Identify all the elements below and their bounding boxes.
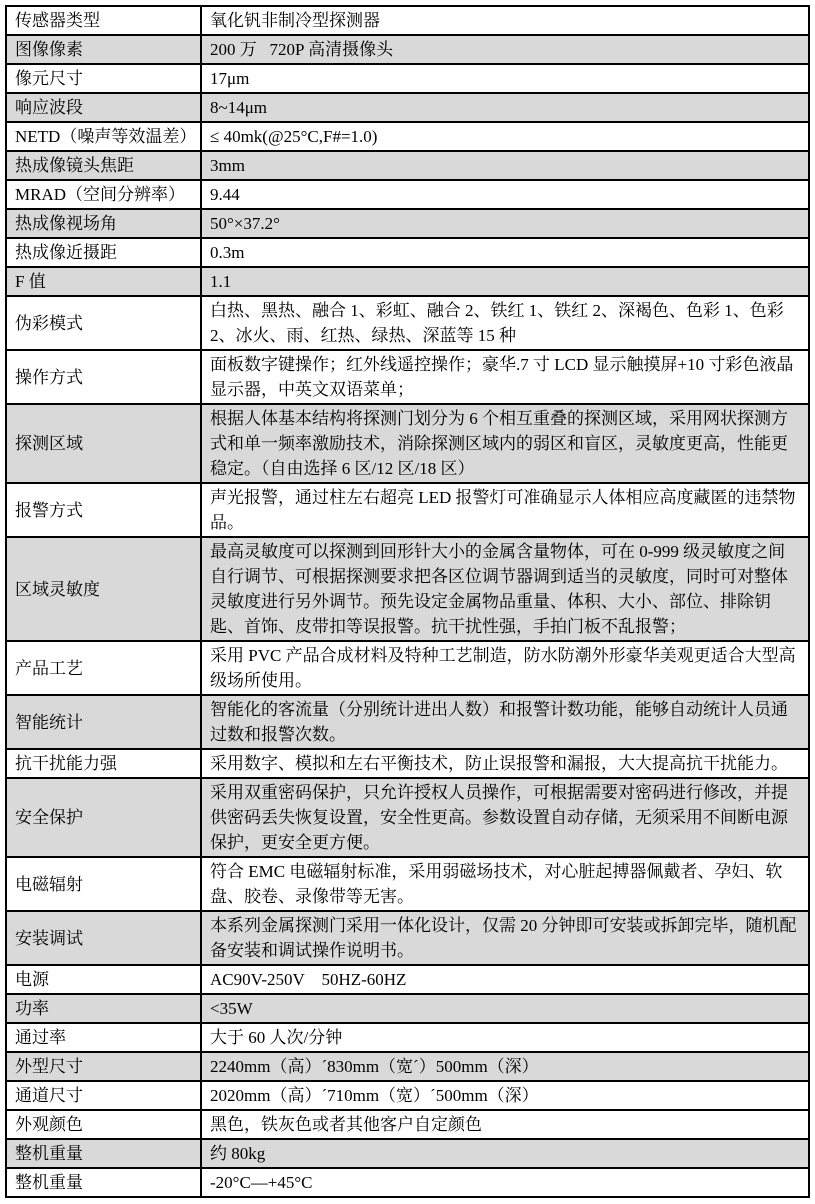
spec-label: 传感器类型 [6,6,201,35]
table-row [6,296,809,350]
spec-value: 50°×37.2° [201,209,809,238]
spec-label: 响应波段 [6,93,201,122]
spec-label: 通道尺寸 [6,1081,201,1110]
table-row [6,6,809,35]
table-row [6,180,809,209]
table-row [6,209,809,238]
table-row [6,122,809,151]
spec-label: NETD（噪声等效温差） [6,122,201,151]
spec-value: 白热、黑热、融合 1、彩虹、融合 2、铁红 1、铁红 2、深褐色、色彩 1、色彩 2、冰火、雨、红热、绿热、深蓝等 15 种 [201,296,809,350]
table-row [6,1052,809,1081]
table-row [6,857,809,911]
table-row [6,350,809,404]
spec-value: 采用数字、模拟和左右平衡技术，防止误报警和漏报，大大提高抗干扰能力。 [201,749,809,778]
spec-label: 产品工艺 [6,641,201,695]
spec-value: <35W [201,994,809,1023]
table-row [6,641,809,695]
spec-value: -20°C—+45°C [201,1168,809,1197]
spec-value: 9.44 [201,180,809,209]
spec-label: 整机重量 [6,1139,201,1168]
table-row [6,1081,809,1110]
spec-label: 抗干扰能力强 [6,749,201,778]
spec-table-body [6,6,809,1197]
spec-table [5,5,810,1198]
spec-value: 2020mm（高）´710mm（宽）´500mm（深） [201,1081,809,1110]
spec-value: 2240mm（高）´830mm（宽´）500mm（深） [201,1052,809,1081]
spec-value: 根据人体基本结构将探测门划分为 6 个相互重叠的探测区域，采用网状探测方式和单一频率激励技术，消除探测区域内的弱区和盲区，灵敏度更高，性能更稳定。（自由选择 6 区/12 区/18 区） [201,404,809,483]
spec-label: 热成像视场角 [6,209,201,238]
spec-value: 200 万 720P 高清摄像头 [201,35,809,64]
table-row [6,93,809,122]
table-row [6,1139,809,1168]
spec-value: 符合 EMC 电磁辐射标准，采用弱磁场技术，对心脏起搏器佩戴者、孕妇、软盘、胶卷、录像带等无害。 [201,857,809,911]
spec-label: 像元尺寸 [6,64,201,93]
spec-label: 操作方式 [6,350,201,404]
spec-value: 本系列金属探测门采用一体化设计，仅需 20 分钟即可安装或拆卸完毕，随机配备安装和调试操作说明书。 [201,911,809,965]
spec-label: F 值 [6,267,201,296]
spec-value: 1.1 [201,267,809,296]
table-row [6,1168,809,1197]
table-row [6,778,809,857]
table-row [6,749,809,778]
spec-label: 整机重量 [6,1168,201,1197]
spec-value: 声光报警，通过柱左右超亮 LED 报警灯可准确显示人体相应高度藏匿的违禁物品。 [201,483,809,537]
table-row [6,151,809,180]
spec-value: 黑色，铁灰色或者其他客户自定颜色 [201,1110,809,1139]
table-row [6,994,809,1023]
spec-label: 探测区域 [6,404,201,483]
spec-label: 通过率 [6,1023,201,1052]
spec-value: 采用双重密码保护，只允许授权人员操作，可根据需要对密码进行修改，并提供密码丢失恢复设置，安全性更高。参数设置自动存储，无须采用不间断电源保护，更安全更方便。 [201,778,809,857]
table-row [6,965,809,994]
spec-value: 智能化的客流量（分别统计进出人数）和报警计数功能，能够自动统计人员通过数和报警次数。 [201,695,809,749]
spec-label: 外观颜色 [6,1110,201,1139]
spec-value: AC90V-250V 50HZ-60HZ [201,965,809,994]
spec-label: 电磁辐射 [6,857,201,911]
table-row [6,695,809,749]
table-row [6,404,809,483]
spec-label: MRAD（空间分辨率） [6,180,201,209]
spec-label: 智能统计 [6,695,201,749]
spec-label: 图像像素 [6,35,201,64]
spec-value: ≤ 40mk(@25°C,F#=1.0) [201,122,809,151]
spec-label: 区域灵敏度 [6,537,201,641]
table-row [6,911,809,965]
spec-value: 3mm [201,151,809,180]
spec-label: 报警方式 [6,483,201,537]
spec-label: 电源 [6,965,201,994]
table-row [6,1110,809,1139]
table-row [6,64,809,93]
spec-label: 功率 [6,994,201,1023]
spec-label: 安全保护 [6,778,201,857]
table-row [6,1023,809,1052]
spec-label: 外型尺寸 [6,1052,201,1081]
table-row [6,483,809,537]
spec-label: 安装调试 [6,911,201,965]
spec-label: 热成像镜头焦距 [6,151,201,180]
table-row [6,238,809,267]
table-row [6,35,809,64]
spec-value: 17μm [201,64,809,93]
spec-value: 采用 PVC 产品合成材料及特种工艺制造，防水防潮外形豪华美观更适合大型高级场所使用。 [201,641,809,695]
spec-label: 热成像近摄距 [6,238,201,267]
table-row [6,267,809,296]
spec-value: 0.3m [201,238,809,267]
spec-value: 面板数字键操作；红外线遥控操作；豪华.7 寸 LCD 显示触摸屏+10 寸彩色液晶显示器，中英文双语菜单； [201,350,809,404]
spec-value: 最高灵敏度可以探测到回形针大小的金属含量物体，可在 0-999 级灵敏度之间自行调节、可根据探测要求把各区位调节器调到适当的灵敏度，同时可对整体灵敏度进行另外调节。预先设定金属物品重量、体积、大小、部位、排除钥匙、首饰、皮带扣等误报警。抗干扰性强，手拍门板不乱报警； [201,537,809,641]
spec-value: 氧化钒非制冷型探测器 [201,6,809,35]
spec-label: 伪彩模式 [6,296,201,350]
spec-value: 8~14μm [201,93,809,122]
table-row [6,537,809,641]
spec-value: 大于 60 人次/分钟 [201,1023,809,1052]
spec-value: 约 80kg [201,1139,809,1168]
